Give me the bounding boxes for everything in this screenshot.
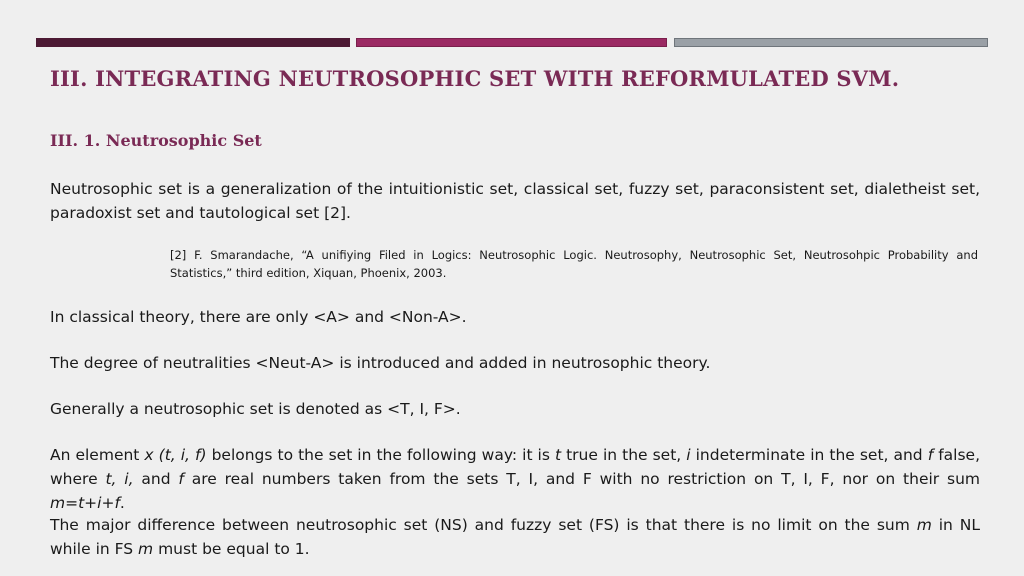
text-segment: indeterminate in the set, and bbox=[690, 446, 928, 464]
text-segment: and bbox=[133, 470, 179, 488]
denotation-paragraph: Generally a neutrosophic set is denoted as <T, I, F>. bbox=[50, 400, 461, 418]
variables-t-i: t, i, bbox=[105, 470, 134, 488]
text-segment: The major difference between neutrosophic set (NS) and fuzzy set (FS) is that there is no limit on the sum bbox=[50, 516, 917, 534]
element-definition-paragraph bbox=[50, 443, 980, 515]
header-bar-magenta bbox=[356, 38, 667, 47]
section-subtitle: III. 1. Neutrosophic Set bbox=[50, 131, 262, 150]
variable-t: t bbox=[554, 446, 562, 464]
variable-x: x bbox=[144, 446, 154, 464]
reference-citation: [2] F. Smarandache, “A unifiying Filed in Logics: Neutrosophic Logic. Neutrosophy, Neutrosophic Set, Neutrosohpic Probability and Statistics,” third edition, Xiquan, Phoenix, 2003. bbox=[170, 248, 978, 280]
difference-paragraph bbox=[50, 513, 980, 561]
variable-m: m bbox=[138, 540, 154, 558]
header-bar-gray bbox=[674, 38, 988, 47]
variable-f: f bbox=[178, 470, 184, 488]
neutralities-paragraph: The degree of neutralities <Neut-A> is introduced and added in neutrosophic theory. bbox=[50, 354, 711, 372]
text-segment: true in the set, bbox=[561, 446, 687, 464]
sum-expression: m=t+i+f bbox=[50, 494, 120, 512]
variable-f: f bbox=[927, 446, 934, 464]
header-bar-dark bbox=[36, 38, 350, 47]
text-segment: An element bbox=[50, 446, 145, 464]
text-segment: false, where bbox=[50, 446, 980, 488]
text-segment: must be equal to 1. bbox=[153, 540, 310, 558]
text-segment: belongs to the set in the following way: it is bbox=[206, 446, 555, 464]
variable-i: i bbox=[686, 446, 691, 464]
intro-paragraph: Neutrosophic set is a generalization of the intuitionistic set, classical set, fuzzy set, paraconsistent set, dialetheist set, paradoxist set and tautological set [2]. bbox=[50, 180, 980, 222]
text-segment: in NL while in FS bbox=[50, 516, 980, 558]
text-segment: are real numbers taken from the sets T, I, and F with no restriction on T, I, F, nor on their sum bbox=[183, 470, 981, 488]
variable-m: m bbox=[916, 516, 932, 534]
triple-tif: (t, i, f) bbox=[158, 446, 207, 464]
slide-title: III. INTEGRATING NEUTROSOPHIC SET WITH REFORMULATED SVM. bbox=[50, 66, 900, 91]
text-segment: . bbox=[119, 494, 125, 512]
classical-theory-paragraph: In classical theory, there are only <A> and <Non-A>. bbox=[50, 308, 467, 326]
